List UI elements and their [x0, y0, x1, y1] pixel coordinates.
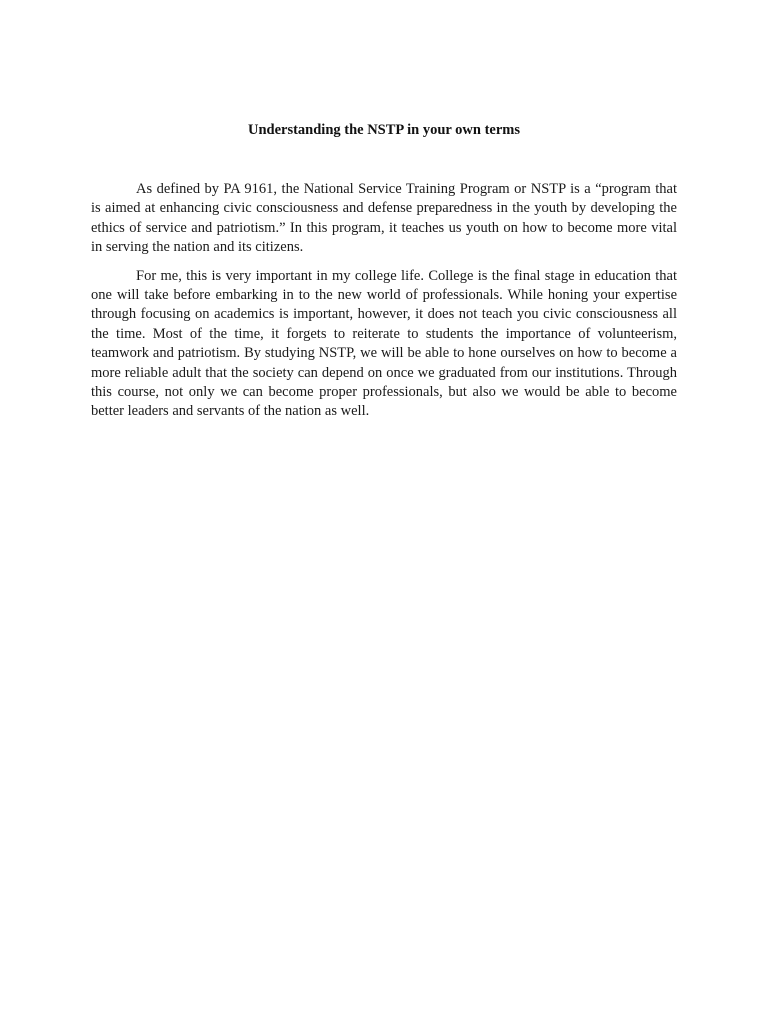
document-body: [91, 180, 677, 431]
paragraph-1: As defined by PA 9161, the National Service Training Program or NSTP is a “program that is aimed at enhancing civic consciousness and defense preparedness in the youth by developing the ethics of service and patriotism.” In this program, it teaches us youth on how to become more vital in serving the nation and its citizens.: [91, 181, 677, 256]
paragraph-2: For me, this is very important in my college life. College is the final stage in education that one will take before embarking in to the new world of professionals. While honing your expertise through focusing on academics is important, however, it does not teach you civic consciousness all the time. Most of the time, it forgets to reiterate to students the importance of volunteerism, teamwork and patriotism. By studying NSTP, we will be able to hone ourselves on how to become a more reliable adult that the society can depend on once we graduated from our institutions. Through this course, not only we can become proper professionals, but also we would be able to become better leaders and servants of the nation as well.: [91, 267, 677, 420]
document-title: Understanding the NSTP in your own terms: [247, 122, 521, 138]
